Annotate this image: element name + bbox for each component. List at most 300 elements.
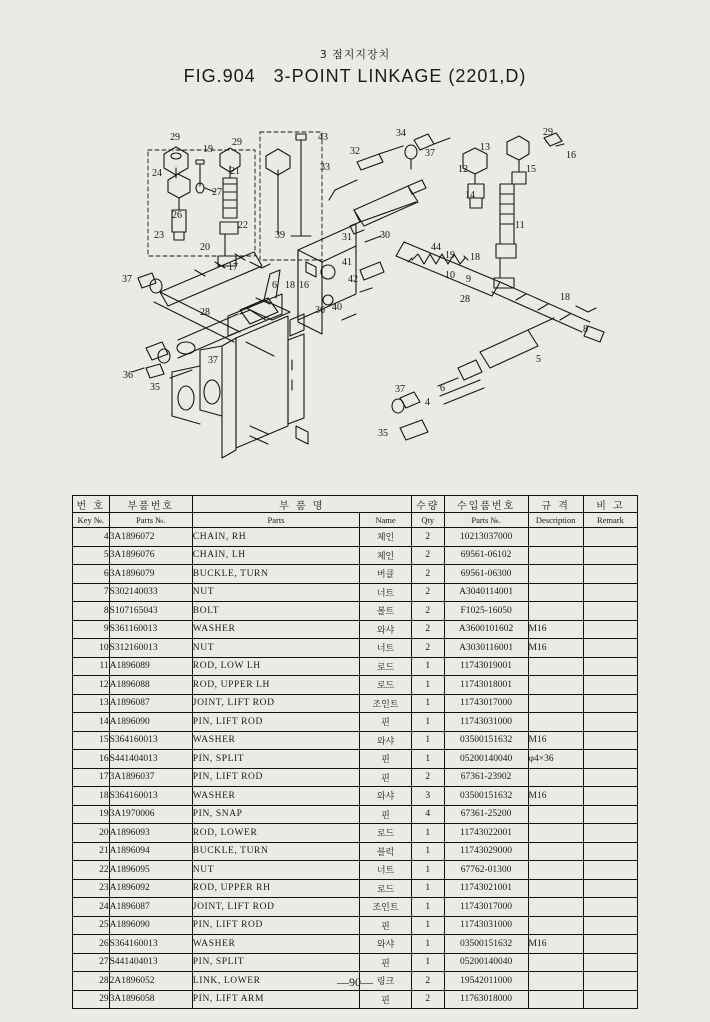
table-row — [73, 565, 638, 584]
part-qty: 1 — [411, 713, 444, 732]
part-remark — [583, 657, 637, 676]
table-row — [73, 602, 638, 621]
figure-title: 3-POINT LINKAGE (2201,D) — [273, 66, 527, 86]
part-import-number: F1025-16050 — [444, 602, 528, 621]
part-name: BUCKLE, TURN — [192, 565, 359, 584]
part-name-korean: 핀 — [360, 953, 412, 972]
part-number: S364160013 — [109, 731, 192, 750]
header-qty-en: Qty — [411, 513, 444, 528]
header-rem-en: Remark — [583, 513, 637, 528]
svg-text:11: 11 — [515, 220, 525, 231]
part-name-korean: 링크 — [360, 972, 412, 991]
part-qty: 2 — [411, 990, 444, 1009]
part-qty: 1 — [411, 935, 444, 954]
svg-text:18: 18 — [285, 280, 295, 291]
svg-text:18: 18 — [560, 292, 570, 303]
part-name-korean: 로드 — [360, 824, 412, 843]
header-desc-en: Description — [528, 513, 583, 528]
part-number: 3A1970006 — [109, 805, 192, 824]
part-key: 18 — [73, 787, 110, 806]
part-name: PIN, SNAP — [192, 805, 359, 824]
svg-text:34: 34 — [396, 128, 406, 139]
part-key: 14 — [73, 713, 110, 732]
part-qty: 1 — [411, 879, 444, 898]
svg-text:37: 37 — [395, 384, 405, 395]
part-description — [528, 583, 583, 602]
part-key: 16 — [73, 750, 110, 769]
part-import-number: 05200140040 — [444, 953, 528, 972]
part-remark — [583, 602, 637, 621]
header-key-en: Key №. — [73, 513, 110, 528]
part-key: 28 — [73, 972, 110, 991]
part-key: 4 — [73, 528, 110, 547]
svg-text:29: 29 — [170, 132, 180, 143]
svg-text:26: 26 — [172, 210, 182, 221]
part-remark — [583, 583, 637, 602]
svg-text:39: 39 — [275, 230, 285, 241]
part-key: 26 — [73, 935, 110, 954]
part-name: NUT — [192, 861, 359, 880]
part-import-number: 03500151632 — [444, 935, 528, 954]
table-row — [73, 676, 638, 695]
svg-text:29: 29 — [232, 137, 242, 148]
part-number: S441404013 — [109, 750, 192, 769]
part-remark — [583, 565, 637, 584]
part-name: CHAIN, LH — [192, 546, 359, 565]
table-row — [73, 916, 638, 935]
part-remark — [583, 861, 637, 880]
parts-table-header — [73, 496, 638, 528]
table-row — [73, 620, 638, 639]
part-number: 3A1896037 — [109, 768, 192, 787]
table-row — [73, 713, 638, 732]
svg-text:14: 14 — [465, 190, 475, 201]
part-name: JOINT, LIFT ROD — [192, 898, 359, 917]
svg-text:16: 16 — [566, 150, 576, 161]
part-import-number: 11743031000 — [444, 713, 528, 732]
header-imp-ko: 수입품번호 — [444, 496, 528, 513]
part-name-korean: 버클 — [360, 565, 412, 584]
part-key: 11 — [73, 657, 110, 676]
table-row — [73, 657, 638, 676]
part-key: 12 — [73, 676, 110, 695]
part-name: ROD, UPPER RH — [192, 879, 359, 898]
part-qty: 1 — [411, 898, 444, 917]
part-remark — [583, 620, 637, 639]
part-import-number: 11743017000 — [444, 694, 528, 713]
part-remark — [583, 805, 637, 824]
part-name: PIN, SPLIT — [192, 750, 359, 769]
part-number: A1896088 — [109, 676, 192, 695]
part-qty: 2 — [411, 768, 444, 787]
part-remark — [583, 935, 637, 954]
svg-text:18: 18 — [470, 252, 480, 263]
part-qty: 1 — [411, 916, 444, 935]
part-name: NUT — [192, 639, 359, 658]
part-key: 15 — [73, 731, 110, 750]
svg-text:44: 44 — [431, 242, 441, 253]
svg-text:17: 17 — [228, 262, 238, 273]
svg-text:10: 10 — [445, 270, 455, 281]
table-row — [73, 731, 638, 750]
svg-text:8: 8 — [583, 324, 588, 335]
part-number: S312160013 — [109, 639, 192, 658]
part-number: A1896089 — [109, 657, 192, 676]
part-import-number: 11743022001 — [444, 824, 528, 843]
part-name: PIN, LIFT ROD — [192, 768, 359, 787]
part-remark — [583, 953, 637, 972]
part-import-number: 67762-01300 — [444, 861, 528, 880]
part-number: A1896087 — [109, 898, 192, 917]
header-rem-ko: 비 고 — [583, 496, 637, 513]
part-qty: 1 — [411, 953, 444, 972]
part-name-korean: 핀 — [360, 805, 412, 824]
part-qty: 2 — [411, 546, 444, 565]
part-key: 9 — [73, 620, 110, 639]
svg-text:37: 37 — [208, 355, 218, 366]
part-number: S361160013 — [109, 620, 192, 639]
table-row — [73, 583, 638, 602]
svg-text:12: 12 — [458, 164, 468, 175]
part-name: BOLT — [192, 602, 359, 621]
table-row — [73, 898, 638, 917]
svg-text:43: 43 — [318, 132, 328, 143]
part-name-korean: 조인트 — [360, 898, 412, 917]
svg-text:36: 36 — [123, 370, 133, 381]
table-row — [73, 768, 638, 787]
part-name-korean: 로드 — [360, 879, 412, 898]
svg-text:6: 6 — [272, 280, 277, 291]
part-number: A1896090 — [109, 713, 192, 732]
part-description — [528, 676, 583, 695]
svg-text:37: 37 — [122, 274, 132, 285]
part-import-number: 03500151632 — [444, 787, 528, 806]
part-name: WASHER — [192, 935, 359, 954]
table-row — [73, 879, 638, 898]
part-number: A1896094 — [109, 842, 192, 861]
part-key: 7 — [73, 583, 110, 602]
part-remark — [583, 898, 637, 917]
svg-text:41: 41 — [342, 257, 352, 268]
part-number: A1896093 — [109, 824, 192, 843]
part-name-korean: 핀 — [360, 990, 412, 1009]
part-key: 27 — [73, 953, 110, 972]
svg-text:5: 5 — [536, 354, 541, 365]
korean-title: 3 점지지장치 — [319, 48, 391, 61]
part-name-korean: 핀 — [360, 768, 412, 787]
part-name-korean: 로드 — [360, 676, 412, 695]
part-import-number: 11743029000 — [444, 842, 528, 861]
part-name-korean: 너트 — [360, 861, 412, 880]
header-imp-en: Parts №. — [444, 513, 528, 528]
part-remark — [583, 639, 637, 658]
part-key: 25 — [73, 916, 110, 935]
part-description — [528, 824, 583, 843]
part-description: M16 — [528, 787, 583, 806]
part-description — [528, 713, 583, 732]
part-description: M16 — [528, 620, 583, 639]
part-import-number: 69561-06300 — [444, 565, 528, 584]
part-remark — [583, 546, 637, 565]
part-qty: 1 — [411, 861, 444, 880]
part-description — [528, 842, 583, 861]
svg-text:6: 6 — [440, 383, 445, 394]
part-number: 3A1896072 — [109, 528, 192, 547]
part-key: 13 — [73, 694, 110, 713]
part-name: CHAIN, RH — [192, 528, 359, 547]
part-qty: 2 — [411, 620, 444, 639]
table-row — [73, 694, 638, 713]
part-description — [528, 546, 583, 565]
svg-text:36: 36 — [315, 305, 325, 316]
part-import-number: 11743018001 — [444, 676, 528, 695]
page-footer — [0, 975, 710, 990]
part-key: 6 — [73, 565, 110, 584]
svg-text:15: 15 — [526, 164, 536, 175]
table-row — [73, 842, 638, 861]
part-remark — [583, 731, 637, 750]
table-row — [73, 639, 638, 658]
part-name-korean: 와샤 — [360, 731, 412, 750]
part-name: PIN, SPLIT — [192, 953, 359, 972]
svg-text:28: 28 — [200, 307, 210, 318]
table-row — [73, 990, 638, 1009]
part-description — [528, 953, 583, 972]
part-import-number: 11743021001 — [444, 879, 528, 898]
svg-text:13: 13 — [480, 142, 490, 153]
part-name-korean: 로드 — [360, 657, 412, 676]
parts-table-body — [73, 528, 638, 1009]
part-remark — [583, 916, 637, 935]
part-number: A1896092 — [109, 879, 192, 898]
table-row — [73, 861, 638, 880]
header-row-korean — [73, 496, 638, 513]
svg-text:35: 35 — [378, 428, 388, 439]
svg-text:19: 19 — [203, 144, 213, 155]
part-number: 3A1896076 — [109, 546, 192, 565]
part-number: S302140033 — [109, 583, 192, 602]
part-number: 2A1896052 — [109, 972, 192, 991]
svg-text:20: 20 — [200, 242, 210, 253]
part-key: 22 — [73, 861, 110, 880]
part-description — [528, 657, 583, 676]
part-number: S441404013 — [109, 953, 192, 972]
part-name-korean: 핀 — [360, 713, 412, 732]
part-qty: 1 — [411, 676, 444, 695]
svg-text:35: 35 — [150, 382, 160, 393]
part-description — [528, 602, 583, 621]
page-number: —90— — [337, 975, 373, 989]
part-name-korean: 블럭 — [360, 842, 412, 861]
header-key-ko: 번 호 — [73, 496, 110, 513]
svg-text:16: 16 — [299, 280, 309, 291]
part-remark — [583, 750, 637, 769]
part-number: S364160013 — [109, 935, 192, 954]
svg-text:22: 22 — [238, 220, 248, 231]
part-description — [528, 879, 583, 898]
part-description: φ4×36 — [528, 750, 583, 769]
part-description — [528, 528, 583, 547]
part-name: WASHER — [192, 731, 359, 750]
part-import-number: 67361-23902 — [444, 768, 528, 787]
part-description — [528, 694, 583, 713]
part-name: NUT — [192, 583, 359, 602]
part-qty: 1 — [411, 694, 444, 713]
part-key: 21 — [73, 842, 110, 861]
header-name-ko: 부 품 명 — [192, 496, 411, 513]
svg-text:32: 32 — [350, 146, 360, 157]
part-key: 5 — [73, 546, 110, 565]
part-name: ROD, LOWER — [192, 824, 359, 843]
svg-text:31: 31 — [342, 232, 352, 243]
header-parts-en: Parts №. — [109, 513, 192, 528]
part-description — [528, 805, 583, 824]
part-qty: 4 — [411, 805, 444, 824]
part-import-number: A3030116001 — [444, 639, 528, 658]
part-qty: 2 — [411, 602, 444, 621]
part-name: ROD, UPPER LH — [192, 676, 359, 695]
part-description — [528, 768, 583, 787]
part-key: 19 — [73, 805, 110, 824]
part-description: M16 — [528, 639, 583, 658]
svg-text:30: 30 — [380, 230, 390, 241]
part-description — [528, 898, 583, 917]
part-qty: 1 — [411, 824, 444, 843]
part-import-number: 05200140040 — [444, 750, 528, 769]
part-qty: 2 — [411, 528, 444, 547]
part-import-number: A3040114001 — [444, 583, 528, 602]
part-qty: 2 — [411, 565, 444, 584]
part-qty: 2 — [411, 583, 444, 602]
part-name-korean: 와샤 — [360, 787, 412, 806]
header-qty-ko: 수량 — [411, 496, 444, 513]
part-remark — [583, 694, 637, 713]
part-name: ROD, LOW LH — [192, 657, 359, 676]
header-parts-ko: 부품번호 — [109, 496, 192, 513]
part-qty: 3 — [411, 787, 444, 806]
part-key: 20 — [73, 824, 110, 843]
part-name-korean: 너트 — [360, 583, 412, 602]
table-row — [73, 546, 638, 565]
part-number: S364160013 — [109, 787, 192, 806]
svg-text:29: 29 — [543, 127, 553, 138]
svg-text:23: 23 — [154, 230, 164, 241]
header-desc-ko: 규 격 — [528, 496, 583, 513]
svg-text:21: 21 — [230, 166, 240, 177]
part-number: S107165043 — [109, 602, 192, 621]
svg-text:9: 9 — [466, 274, 471, 285]
part-description — [528, 990, 583, 1009]
part-remark — [583, 990, 637, 1009]
part-name: PIN, LIFT ROD — [192, 916, 359, 935]
part-import-number: 11763018000 — [444, 990, 528, 1009]
part-remark — [583, 713, 637, 732]
part-name: JOINT, LIFT ROD — [192, 694, 359, 713]
part-name: BUCKLE, TURN — [192, 842, 359, 861]
part-description: M16 — [528, 935, 583, 954]
part-qty: 1 — [411, 657, 444, 676]
header-name-en-left: Parts — [192, 513, 359, 528]
svg-text:37: 37 — [425, 148, 435, 159]
part-name-korean: 와샤 — [360, 935, 412, 954]
svg-text:27: 27 — [212, 187, 222, 198]
svg-text:4: 4 — [425, 397, 430, 408]
part-name: WASHER — [192, 620, 359, 639]
part-import-number: A3600101602 — [444, 620, 528, 639]
svg-text:28: 28 — [460, 294, 470, 305]
part-key: 24 — [73, 898, 110, 917]
part-name-korean: 체인 — [360, 546, 412, 565]
part-remark — [583, 879, 637, 898]
part-qty: 2 — [411, 639, 444, 658]
table-row — [73, 953, 638, 972]
part-key: 23 — [73, 879, 110, 898]
part-import-number: 11743017000 — [444, 898, 528, 917]
part-qty: 1 — [411, 731, 444, 750]
part-number: A1896087 — [109, 694, 192, 713]
part-qty: 1 — [411, 842, 444, 861]
part-description — [528, 916, 583, 935]
part-import-number: 11743031000 — [444, 916, 528, 935]
part-import-number: 11743019001 — [444, 657, 528, 676]
page-header — [0, 46, 710, 87]
header-row-english — [73, 513, 638, 528]
part-remark — [583, 528, 637, 547]
part-import-number: 67361-25200 — [444, 805, 528, 824]
part-name-korean: 핀 — [360, 916, 412, 935]
svg-text:42: 42 — [348, 274, 358, 285]
part-key: 8 — [73, 602, 110, 621]
part-name-korean: 핀 — [360, 750, 412, 769]
part-import-number: 19542011000 — [444, 972, 528, 991]
part-remark — [583, 787, 637, 806]
part-description — [528, 861, 583, 880]
part-qty: 2 — [411, 972, 444, 991]
part-qty: 1 — [411, 750, 444, 769]
part-number: 3A1896058 — [109, 990, 192, 1009]
svg-text:40: 40 — [332, 302, 342, 313]
part-remark — [583, 842, 637, 861]
table-row — [73, 528, 638, 547]
part-name-korean: 볼트 — [360, 602, 412, 621]
part-key: 10 — [73, 639, 110, 658]
part-key: 17 — [73, 768, 110, 787]
part-remark — [583, 824, 637, 843]
svg-text:33: 33 — [320, 162, 330, 173]
part-name: LINK, LOWER — [192, 972, 359, 991]
part-description: M16 — [528, 731, 583, 750]
svg-text:19: 19 — [445, 250, 455, 261]
header-name-en-right: Name — [360, 513, 412, 528]
part-name: PIN, LIFT ROD — [192, 713, 359, 732]
part-remark — [583, 768, 637, 787]
part-name-korean: 와샤 — [360, 620, 412, 639]
page-title — [0, 66, 710, 87]
part-description — [528, 565, 583, 584]
part-name: PIN, LIFT ARM — [192, 990, 359, 1009]
figure-number: FIG.904 — [183, 66, 256, 86]
part-import-number: 03500151632 — [444, 731, 528, 750]
table-row — [73, 787, 638, 806]
exploded-parts-diagram — [60, 110, 660, 490]
part-import-number: 10213037000 — [444, 528, 528, 547]
part-remark — [583, 676, 637, 695]
part-import-number: 69561-06102 — [444, 546, 528, 565]
table-row — [73, 824, 638, 843]
part-number: A1896090 — [109, 916, 192, 935]
table-row — [73, 805, 638, 824]
parts-table-wrapper — [72, 495, 638, 1009]
